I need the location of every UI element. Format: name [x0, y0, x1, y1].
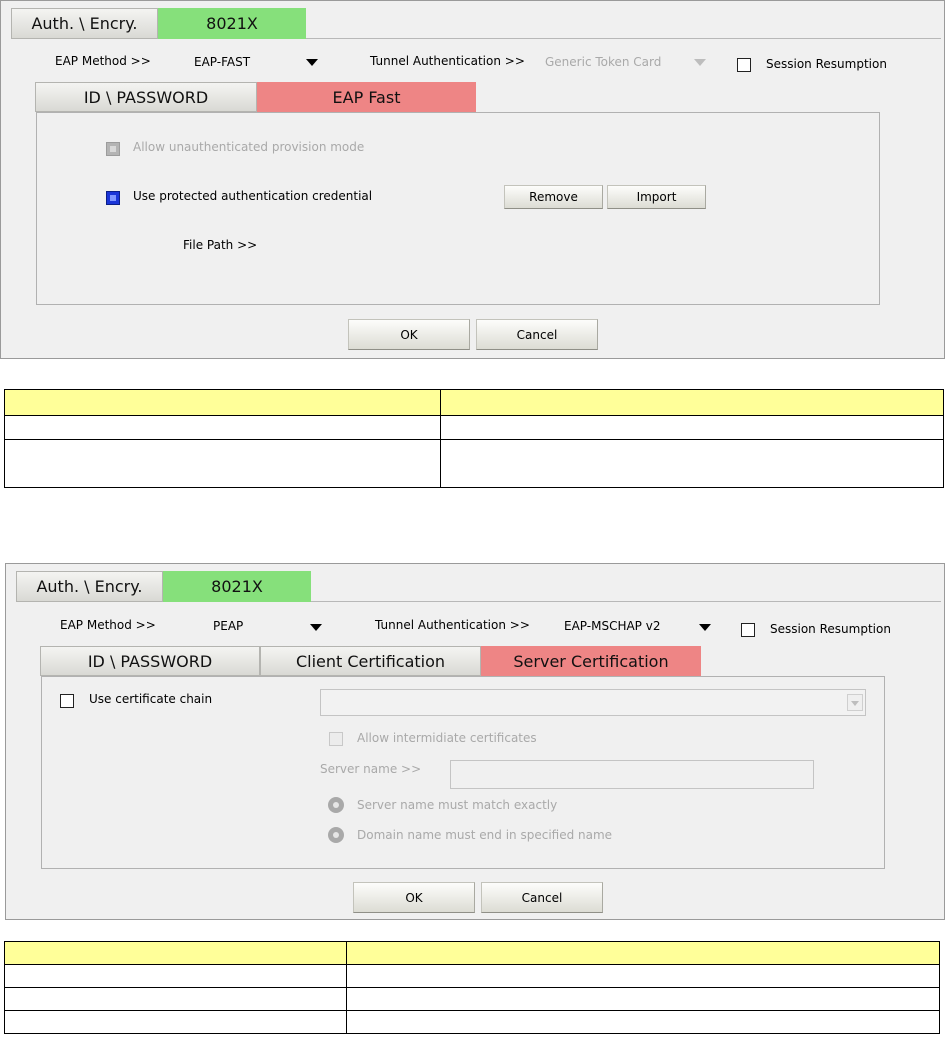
peap-dialog — [5, 563, 945, 920]
server-name-exact-radio — [328, 797, 344, 813]
domain-name-end-label: Domain name must end in specified name — [357, 828, 613, 842]
subtabs — [40, 646, 701, 676]
table-cell — [441, 416, 944, 440]
eap-method-dropdown-arrow-icon[interactable] — [306, 59, 318, 66]
table-header-cell — [347, 942, 940, 965]
use-protected-label: Use protected authentication credential — [133, 189, 373, 203]
use-cert-chain-checkbox[interactable] — [60, 694, 74, 708]
tab-auth-encry[interactable]: Auth. \ Encry. — [11, 8, 158, 39]
table-header-row — [5, 390, 944, 416]
tab-8021x[interactable]: 8021X — [163, 571, 311, 602]
import-button[interactable]: Import — [607, 185, 706, 209]
tunnel-auth-dropdown-arrow-icon[interactable] — [699, 624, 711, 631]
eap-method-value[interactable]: EAP-FAST — [194, 55, 251, 69]
tunnel-auth-dropdown-arrow-icon — [694, 59, 706, 66]
description-table-2 — [4, 941, 940, 1034]
allow-unauth-checkbox — [106, 142, 120, 156]
tab-server-certification[interactable]: Server Certification — [481, 646, 701, 676]
allow-unauth-label: Allow unauthenticated provision mode — [133, 140, 365, 154]
table-cell — [441, 440, 944, 488]
allow-intermediate-checkbox — [329, 732, 343, 746]
tunnel-auth-value: Generic Token Card — [545, 55, 662, 69]
table-header-row — [5, 942, 940, 965]
table-header-cell — [441, 390, 944, 416]
tab-id-password[interactable]: ID \ PASSWORD — [35, 82, 257, 112]
table-row — [5, 965, 940, 988]
eap-method-label: EAP Method >> — [55, 54, 151, 68]
file-path-label: File Path >> — [183, 238, 258, 252]
server-name-label: Server name >> — [320, 762, 422, 776]
use-protected-checkbox[interactable] — [106, 191, 120, 205]
table-cell — [5, 1011, 347, 1034]
dialog-tabs — [11, 8, 306, 39]
table-cell — [5, 416, 441, 440]
tab-eap-fast[interactable]: EAP Fast — [257, 82, 476, 112]
subtabs — [35, 82, 476, 112]
table-row — [5, 1011, 940, 1034]
tab-divider — [306, 38, 941, 39]
table-cell — [5, 965, 347, 988]
tunnel-auth-value[interactable]: EAP-MSCHAP v2 — [564, 619, 661, 633]
tab-8021x[interactable]: 8021X — [158, 8, 306, 39]
certificate-select — [320, 689, 866, 716]
server-name-input — [450, 760, 814, 789]
allow-intermediate-label: Allow intermidiate certificates — [357, 731, 537, 745]
eap-fast-dialog — [0, 0, 945, 359]
table-cell — [347, 988, 940, 1011]
remove-button[interactable]: Remove — [504, 185, 603, 209]
table-header-cell — [5, 942, 347, 965]
tab-divider — [311, 601, 941, 602]
ok-button[interactable]: OK — [353, 882, 475, 913]
table-cell — [347, 965, 940, 988]
ok-button[interactable]: OK — [348, 319, 470, 350]
server-name-exact-label: Server name must match exactly — [357, 798, 558, 812]
tab-id-password[interactable]: ID \ PASSWORD — [40, 646, 260, 676]
table-cell — [5, 988, 347, 1011]
table-row — [5, 416, 944, 440]
table-row — [5, 988, 940, 1011]
eap-method-value[interactable]: PEAP — [213, 619, 244, 633]
session-resumption-label: Session Resumption — [766, 57, 887, 71]
tunnel-auth-label: Tunnel Authentication >> — [370, 54, 525, 68]
description-table-1 — [4, 389, 944, 488]
domain-name-end-radio — [328, 827, 344, 843]
session-resumption-checkbox[interactable] — [737, 58, 751, 72]
tunnel-auth-label: Tunnel Authentication >> — [375, 618, 530, 632]
table-cell — [5, 440, 441, 488]
table-header-cell — [5, 390, 441, 416]
select-arrow-button — [847, 694, 863, 711]
table-row — [5, 440, 944, 488]
table-cell — [347, 1011, 940, 1034]
use-cert-chain-label: Use certificate chain — [89, 692, 213, 706]
eap-method-dropdown-arrow-icon[interactable] — [310, 624, 322, 631]
tab-client-certification[interactable]: Client Certification — [260, 646, 481, 676]
session-resumption-label: Session Resumption — [770, 622, 891, 636]
session-resumption-checkbox[interactable] — [741, 623, 755, 637]
dialog-tabs — [16, 571, 311, 602]
chevron-down-icon — [851, 701, 859, 706]
cancel-button[interactable]: Cancel — [476, 319, 598, 350]
cancel-button[interactable]: Cancel — [481, 882, 603, 913]
eap-method-label: EAP Method >> — [60, 618, 156, 632]
tab-auth-encry[interactable]: Auth. \ Encry. — [16, 571, 163, 602]
